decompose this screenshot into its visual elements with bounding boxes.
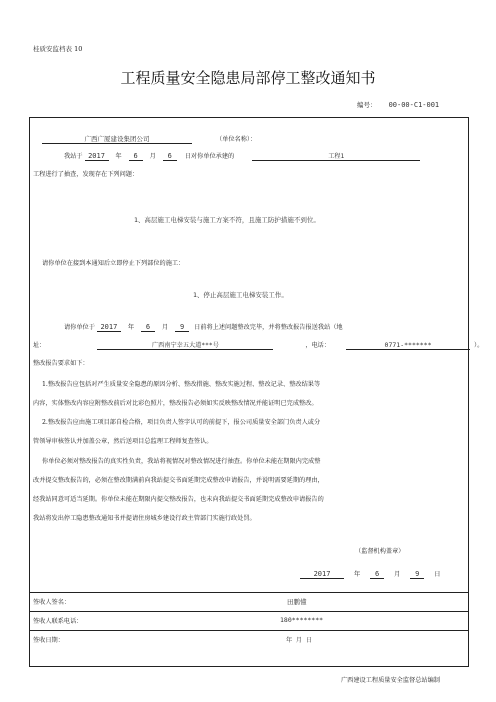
address-label: 址： bbox=[33, 342, 46, 349]
req2: 2.整改报告应由施工项目部自检合格，项目负责人签字认可的前提下，报公司质量安全部门负责人或分 bbox=[42, 419, 321, 426]
form-code: 桂质安监档表 10 bbox=[33, 45, 83, 53]
line1-m: 月 bbox=[149, 153, 156, 160]
recipient: 广西广厦建设集团公司 bbox=[42, 134, 192, 144]
sign-y: 年 bbox=[353, 571, 361, 578]
req1b: 内容，实体整改内容应附整改前后对比彩色照片，整改报告必须如实反映整改情况并能证明已完成整改。 bbox=[33, 400, 318, 407]
sign-year: 2017 bbox=[300, 570, 344, 579]
deadline-day: 9 bbox=[175, 323, 189, 332]
line1-day: 6 bbox=[163, 152, 177, 161]
para3a: 你单位必须对整改报告的真实性负责，我站将视情况对整改情况进行抽查。你单位未能在期限内完成整 bbox=[42, 458, 321, 465]
sign-date bbox=[300, 569, 440, 579]
footer: 广西建设工程质量安全监督总站编制 bbox=[341, 677, 440, 684]
inspection-date-line bbox=[64, 151, 420, 161]
para3c: 经我站同意可适当延期。你单位未能在期限内提交整改报告，也未向我站提交书面延期完成整改申请报告的 bbox=[33, 496, 324, 503]
line1-month: 6 bbox=[129, 152, 143, 161]
number-label: 编号： bbox=[357, 101, 377, 109]
recipient-line bbox=[42, 134, 256, 144]
sign-day: 9 bbox=[410, 570, 424, 579]
stop-item: 1、停止高层施工电梯安装工作。 bbox=[193, 291, 288, 299]
address-value: 广西南宁幸五大道***号 bbox=[97, 340, 273, 350]
req1: 1.整改报告应包括对严生质量安全隐患的原因分析、整改措施、整改实施过程、整改记录、整改结果等 bbox=[42, 381, 321, 388]
receipt-divider-3 bbox=[29, 630, 469, 631]
form-number bbox=[357, 100, 439, 109]
sign-d: 日 bbox=[434, 571, 441, 578]
deadline-suffix: 日前将上述问题整改完毕，并将整改报告报送我站（地 bbox=[194, 324, 343, 331]
receipt-phone-value: 180******** bbox=[280, 616, 324, 624]
deadline-year: 2017 bbox=[97, 323, 121, 332]
notice-frame bbox=[29, 117, 469, 667]
receipt-divider-1 bbox=[29, 592, 469, 593]
deadline-m: 月 bbox=[162, 324, 169, 331]
line1-year: 2017 bbox=[85, 152, 109, 161]
line1-y: 年 bbox=[115, 153, 122, 160]
para3d: 我站将发出停工隐患整改通知书并提请住房城乡建设行政主管部门实施行政处罚。 bbox=[33, 515, 256, 522]
deadline-y: 年 bbox=[127, 324, 135, 331]
deadline-line bbox=[64, 322, 343, 332]
phone-value: 0771-******* bbox=[346, 341, 470, 350]
seal-label: （监督机构盖章） bbox=[355, 548, 405, 555]
stop-request: 请你单位在接到本通知后立即停止下列部位的施工： bbox=[42, 260, 185, 267]
deadline-prefix: 请你单位于 bbox=[64, 324, 95, 331]
line1-suffix: 日对你单位承建的 bbox=[184, 153, 235, 160]
line1-project: 工程1 bbox=[252, 151, 420, 161]
deadline-month: 6 bbox=[141, 323, 155, 332]
line1-prefix: 我站于 bbox=[64, 153, 83, 160]
address-line bbox=[33, 340, 483, 350]
number-value: 00-00-C1-001 bbox=[388, 101, 440, 109]
receipt-date-value: 年 月 日 bbox=[286, 637, 313, 644]
para3b: 改并提交整改报告的，必须在整改期满前向我站提交书面延期完成整改申请报告，并说明需要延期的理由， bbox=[33, 477, 324, 484]
unit-name-label: （单位名称）： bbox=[215, 136, 257, 143]
signer-label: 签收人签名： bbox=[33, 599, 71, 606]
receipt-date-label: 签收日期： bbox=[33, 637, 64, 644]
req2b: 管领导审核签认并加盖公章，然后送项目总监理工程师复查签认。 bbox=[33, 438, 213, 445]
line2: 工程进行了抽查，发现存在下列问题： bbox=[33, 171, 139, 178]
sign-month: 6 bbox=[370, 570, 384, 579]
signer-value: 田鹏懂 bbox=[287, 598, 307, 606]
report-req-title: 整改报告要求如下： bbox=[33, 360, 89, 367]
receipt-divider-2 bbox=[29, 611, 469, 612]
sign-m: 月 bbox=[394, 571, 401, 578]
problem-item: 1、高层施工电梯安装与施工方案不符，且施工防护措施不到位。 bbox=[134, 216, 320, 224]
receipt-phone-label: 签收人联系电话： bbox=[33, 618, 83, 625]
page-title: 工程质量安全隐患局部停工整改通知书 bbox=[120, 69, 376, 87]
phone-label: ，电话： bbox=[305, 342, 331, 349]
phone-end: ）。 bbox=[474, 342, 484, 349]
